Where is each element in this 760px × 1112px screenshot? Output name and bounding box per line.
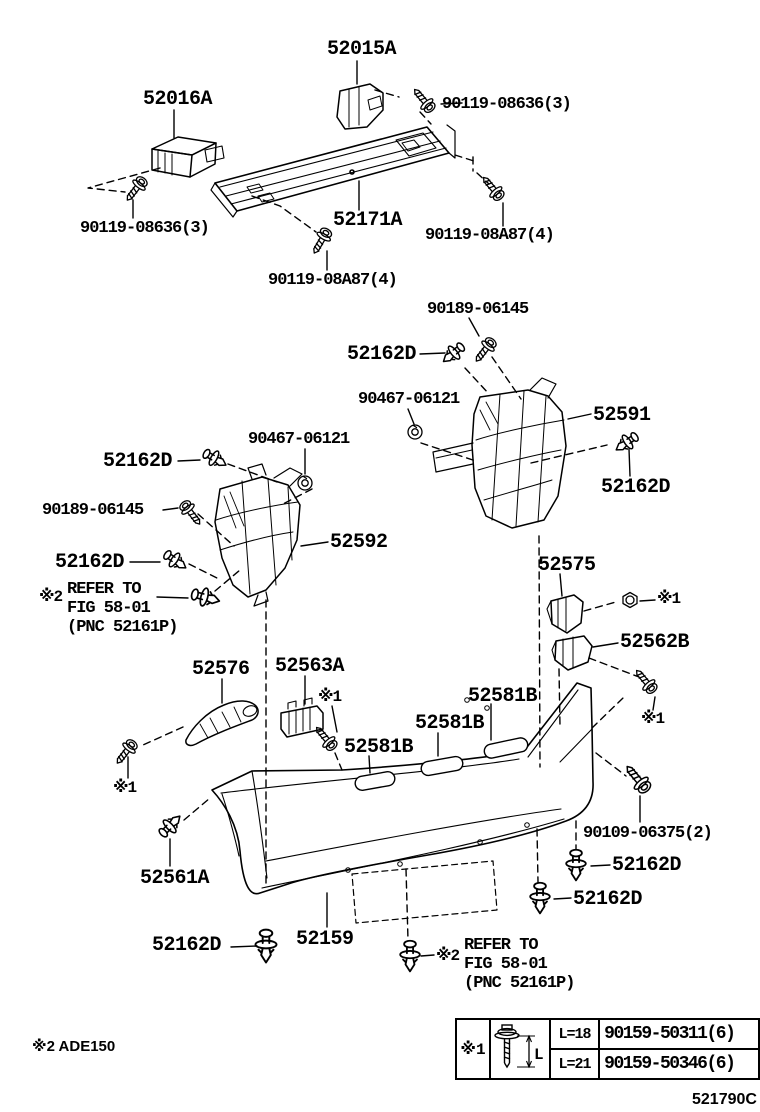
part-label-52015a: 52015A — [327, 38, 397, 61]
part-label-90119-08636-right: 90119-08636(3) — [442, 95, 571, 114]
symbol-label-x1-b: ※1 — [641, 710, 665, 728]
part-label-52162d-4: 52162D — [55, 551, 125, 574]
refer-note-left-line1: REFER TO — [67, 580, 141, 599]
symbol-label-x1-d: ※1 — [113, 779, 137, 797]
table-length-cell-2: L=21 — [550, 1049, 599, 1079]
part-label-52171a: 52171A — [333, 209, 403, 232]
screw-icon — [621, 761, 655, 796]
part-label-52159: 52159 — [296, 928, 354, 951]
part-label-52581b-2: 52581B — [415, 712, 485, 735]
table-symbol-cell: ※1 — [456, 1019, 490, 1079]
refer-note-left-line2: FIG 58-01 — [67, 599, 150, 618]
grommet-icon — [408, 425, 422, 439]
screw-icon — [177, 498, 206, 529]
refer-note-bottom-line2: FIG 58-01 — [464, 955, 547, 974]
part-label-90467-06121-right: 90467-06121 — [358, 390, 460, 409]
bracket-52562b-drawing — [552, 636, 592, 670]
table-length-cell-1: L=18 — [550, 1019, 599, 1049]
part-label-52162d-6: 52162D — [573, 888, 643, 911]
part-label-52016a: 52016A — [143, 88, 213, 111]
refer-note-left-line3: (PNC 52161P) — [67, 618, 178, 637]
clip-icon — [612, 429, 642, 457]
table-part-number-cell-1: 90159-50311(6) — [599, 1019, 759, 1049]
refer-note-left-symbol: ※2 — [39, 588, 63, 606]
table-screw-picture-cell — [490, 1019, 550, 1079]
part-label-90109-06375: 90109-06375(2) — [583, 824, 712, 843]
part-label-52562b: 52562B — [620, 631, 690, 654]
part-label-52581b-1: 52581B — [468, 685, 538, 708]
clip-icon — [155, 810, 185, 840]
screw-length-table — [455, 1018, 760, 1080]
part-label-52162d-2: 52162D — [103, 450, 173, 473]
screw-icon — [308, 226, 335, 257]
clip-icon — [530, 883, 550, 914]
bumper-cover-52159-drawing — [212, 683, 593, 923]
part-label-52592: 52592 — [330, 531, 388, 554]
table-part-number-cell-2: 90159-50346(6) — [599, 1049, 759, 1079]
bracket-52016a-drawing — [152, 137, 224, 177]
refer-note-bottom-line1: REFER TO — [464, 936, 538, 955]
bracket-52575-drawing — [547, 595, 583, 633]
footer-note-ade150: ※2 ADE150 — [32, 1038, 116, 1055]
part-label-52162d-3: 52162D — [601, 476, 671, 499]
table-dim-label: L — [533, 1046, 544, 1064]
nut-icon — [623, 593, 637, 608]
clip-icon — [161, 547, 191, 575]
refer-note-bottom-line3: (PNC 52161P) — [464, 974, 575, 993]
part-label-52575: 52575 — [538, 554, 596, 577]
part-label-90189-06145-left: 90189-06145 — [42, 501, 144, 520]
screw-icon — [111, 737, 140, 768]
screw-icon — [631, 666, 660, 697]
part-label-90119-08a87-bottom: 90119-08A87(4) — [268, 271, 397, 290]
side-retainer-52592-drawing — [215, 464, 302, 606]
clip-icon — [200, 446, 230, 473]
clip-icon — [256, 930, 277, 963]
part-label-90119-08636-left: 90119-08636(3) — [80, 219, 209, 238]
part-label-90467-06121-left: 90467-06121 — [248, 430, 350, 449]
part-label-52581b-3: 52581B — [344, 736, 414, 759]
part-label-52563a: 52563A — [275, 655, 345, 678]
symbol-label-x1-c: ※1 — [318, 688, 342, 706]
part-label-52162d-7: 52162D — [152, 934, 222, 957]
clip-icon — [566, 850, 586, 881]
grommet-icon — [298, 476, 312, 490]
table-screw-icon — [491, 1021, 547, 1077]
symbol-label-x1-a: ※1 — [657, 590, 681, 608]
part-label-90189-06145-top: 90189-06145 — [427, 300, 529, 319]
refer-note-bottom-symbol: ※2 — [436, 947, 460, 965]
bumper-reinforcement-52171a-drawing — [211, 125, 455, 217]
part-label-52162d-1: 52162D — [347, 343, 417, 366]
part-label-90119-08a87-right: 90119-08A87(4) — [425, 226, 554, 245]
part-label-52576: 52576 — [192, 658, 250, 681]
side-support-52576-drawing — [186, 701, 258, 745]
part-label-52561a: 52561A — [140, 867, 210, 890]
figure-code: 521790C — [692, 1091, 757, 1108]
part-label-52591: 52591 — [593, 404, 651, 427]
clip-icon — [400, 941, 420, 972]
part-label-52162d-5: 52162D — [612, 854, 682, 877]
screw-icon — [409, 85, 438, 116]
screw-icon — [121, 174, 150, 205]
